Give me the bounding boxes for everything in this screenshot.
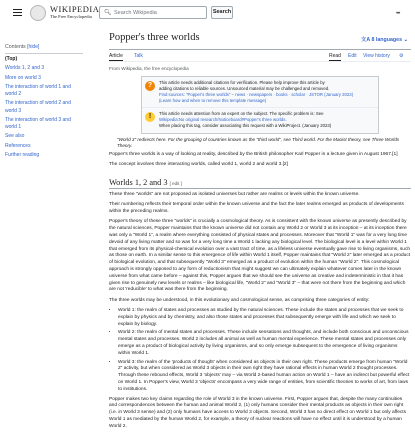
noticeboard-link[interactable]: Wikipedia:No original research/Noticeboard#Popper's three worlds. [159,117,287,123]
wikipedia-wordmark[interactable] [50,5,99,19]
section-edit-link[interactable]: [ edit ] [169,181,182,187]
section-paragraph: The three worlds may be understood, in this evolutionary and cosmological sense, as comprising three categories of entity: [109,297,370,303]
section-paragraph: Popper's theory of these three "worlds" is crucially a cosmological theory. As is consistent with the known universe as presently described by the natural sciences, Popper maintains that the known universe did not contain any World 2 or World 3 at its inception – at its inception there was only a "World 1", a realm where everything consisted of physical states and processes. Moreover that "World 1" was for a very long time devoid of any living matter and so was for a very long time a World 1 lacking any biological level. The biological level is a level within World 1 that emerged from its physical-chemical evolution over a vast tract of time, as a lifeless universe eventually gave rise to living organisms, such as those on earth. In a similar sense to this emergence of life within World 1 itself, Popper maintains that "World 2" later emerged as a product of biological evolution, and that subsequently "World 3" emerged as a product of evolution within the human "World 2". This cosmological approach is strongly opposed to any form of reductionism that might suggest we can ultimately explain whatever comes later in the known universe from what came before – against this, Popper argues that we should see the universe as creative and indeterministic in that it has given rise to genuinely new levels or realms – like biological life, "World 2" and "World 3" – that were not there from the beginning and which are not 'reducible' to what was there from the beginning. [109,219,411,293]
hatnote: "World 3" redirects here. For the grouping of countries known as the "third world", see Third world. For the Maoist theory, see Three Worlds Theory. [117,137,400,149]
find-sources-links[interactable]: Find sources: "Popper's three worlds" – news · newspapers · books · scholar · JSTOR (January 2023) [159,92,354,98]
main-menu-icon[interactable] [13,9,22,16]
toc-item-world3-world1[interactable]: The interaction of world 3 and world 1 [5,116,71,130]
header-bar [0,0,415,28]
notice-line: This article needs additional citations for verification. Please help improve this article by [159,80,325,85]
tab-article[interactable]: Article [109,53,123,59]
list-item: • World 2: the realm of mental states and processes. These include sensations and thoughts, and include both conscious and unconscious mental states and processes. World 2 includes all animal as well as human mental experience. These mental states and processes only emerge as a product of biological activity by living organisms, and so only emerge subsequent to the emergence of living organisms within World 1. [118,330,411,357]
logo-title: WIKIPEDIA [50,4,100,14]
title-row [109,30,411,50]
language-button[interactable] [361,35,408,43]
question-icon: ? [145,81,155,91]
section-paragraph: Their numbering reflects their temporal order within the known universe and the fact the later realms emerged as products of developments within the preceding realms. [109,202,404,215]
search-button[interactable]: Search [211,6,233,19]
learn-more-link[interactable]: (Learn how and when to remove this template message) [159,98,267,104]
notice-citations [142,77,378,107]
toc-item-further-reading[interactable]: Further reading [5,151,40,158]
toc-item-top[interactable]: (Top) [5,56,18,62]
search-icon: 🔍︎ [104,10,112,16]
maintenance-notices [141,76,379,134]
tab-edit[interactable]: Edit [348,53,357,59]
list-item: • World 3: the realm of the 'products of thought' when considered as objects in their own right. These products emerge from human "World 2" activity, but when considered as World 3 objects in their own right they have rational effects in human World 2 thought processes. Through these rebound effects, World 3 'objects' may – via World 2-based human action on World 1 – have an indirect but powerful effect on World 1. In Popper's view, World 3 'objects' encompass a very wide range of entities, from scientific theories to works of art, from laws to institutions. [118,360,411,394]
page-tabs [109,50,411,62]
toc-item-see-also[interactable]: See also [5,133,25,140]
list-item: • World 1: the realm of states and processes as studied by the natural sciences. These include the states and processes that we seek to explain by physics and by chemistry, and also those states and processes that subsequently emerge with life and which we seek to explain by biology. [118,308,411,328]
tab-talk[interactable]: Talk [134,53,143,59]
toc-item-worlds[interactable]: Worlds 1, 2 and 3 [5,65,45,72]
notice-line: When placing this tag, consider associating this request with a WikiProject. (January 2023) [159,123,332,129]
section-paragraph: These three "worlds" are not proposed as isolated universes but rather are realms or levels within the known universe. [109,192,360,198]
notice-line: adding citations to reliable sources. Unsourced material may be challenged and removed. [159,86,330,92]
toc-item-more-world3[interactable]: More on world 3 [5,74,41,81]
from-wikipedia-note: From Wikipedia, the free encyclopedia [109,66,189,71]
intro-paragraph: Popper's three worlds is a way of looking at reality, described by the British philosopher Karl Popper in a lecture given in August 1967.[1] [109,152,398,157]
article-content [109,30,411,434]
section-body [109,192,411,431]
notice-expert [142,107,378,133]
tools-icon[interactable]: ⚙︎ [399,53,404,59]
language-count: 8 languages [371,37,403,43]
section-heading [109,178,411,189]
tab-history[interactable]: View history [363,53,390,59]
section-paragraph: Popper makes two key claims regarding the role of World 3 in the known universe. First, Popper argues that, despite the many continuities and correspondences between the human and animal World 2, (1) only humans consider their mental products as objects in their own right (i.e. in World 3 sense) and (2) only humans have access to World 3 objects. Second, World 3 has no direct effect on World 1 but only affects World 1 as mediated by the human World 2, for example, a theory of nuclear reactions will have no effect until it is understood by a human World 2. [109,396,407,429]
warning-icon: ! [145,112,155,122]
table-of-contents [5,44,83,161]
toc-hide-link[interactable]: [hide] [27,44,40,50]
search-input[interactable] [99,6,207,19]
toc-item-world1-world2[interactable]: The interaction of world 1 and world 2 [5,83,71,97]
intro-text [109,152,411,169]
section-title: Worlds 1, 2 and 3 [109,178,168,188]
worlds-list [109,308,411,394]
more-options-icon[interactable]: ••• [396,11,400,17]
wikipedia-globe-logo[interactable] [30,5,46,21]
search-placeholder: Search Wikipedia [114,10,157,16]
intro-paragraph: The concept involves three interacting worlds, called world 1, world 2 and world 3.[2] [109,162,288,168]
chevron-down-icon: ⌄ [403,37,408,43]
logo-tagline: The Free Encyclopedia [50,13,92,19]
translate-icon: 文A [361,37,372,43]
toc-item-world2-world3[interactable]: The interaction of world 2 and world 3 [5,100,71,114]
page-title: Popper's three worlds [109,32,200,43]
toc-title: Contents [5,44,26,50]
tab-read[interactable]: Read [329,53,341,59]
toc-divider [5,53,83,54]
toc-item-references[interactable]: References [5,142,31,149]
notice-line: This article needs attention from an expert on the subject. The specific problem is: See [159,111,324,117]
